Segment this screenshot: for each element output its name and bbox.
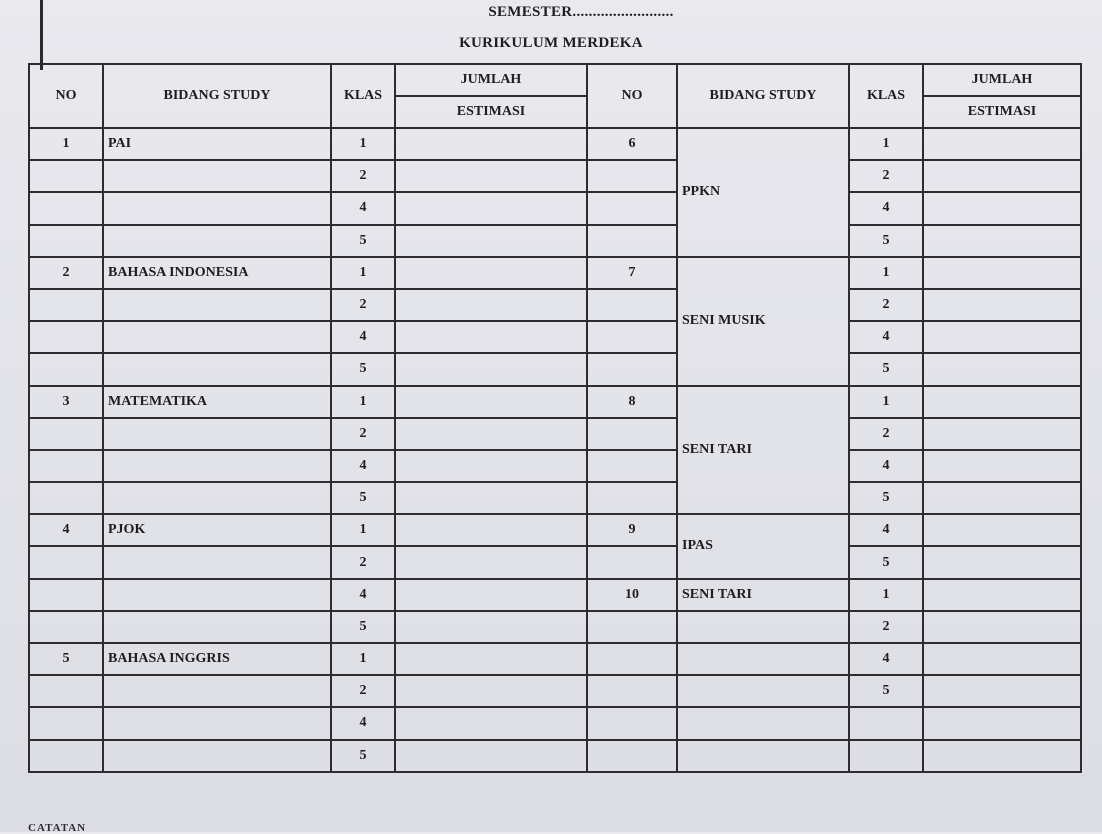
table-row [29,482,1081,514]
class-cell: 1 [849,579,923,611]
class-cell: 4 [331,579,395,611]
table-row [29,450,1081,482]
estimate-cell[interactable] [923,450,1081,482]
empty-cell [849,740,923,772]
table-row [29,611,1081,643]
empty-cell [677,611,849,643]
empty-cell [103,740,331,772]
empty-cell [677,675,849,707]
table-row [29,740,1081,772]
estimate-cell[interactable] [923,579,1081,611]
empty-cell [587,482,677,514]
subject-no: 10 [587,579,677,611]
empty-cell [29,740,103,772]
estimate-cell[interactable] [923,611,1081,643]
estimate-cell[interactable] [395,225,587,257]
estimate-cell[interactable] [395,353,587,385]
estimate-cell[interactable] [923,386,1081,418]
class-cell: 1 [849,386,923,418]
subject-name: SENI TARI [677,579,849,611]
class-cell: 4 [331,192,395,224]
subject-no: 7 [587,257,677,289]
curriculum-title: KURIKULUM MERDEKA [459,35,643,51]
empty-cell [29,225,103,257]
class-cell: 5 [331,740,395,772]
class-cell: 5 [331,482,395,514]
subject-name: SENI MUSIK [677,257,849,386]
estimate-cell[interactable] [923,128,1081,160]
empty-cell [29,192,103,224]
empty-cell [103,482,331,514]
class-cell: 2 [331,546,395,578]
subject-name: PJOK [103,514,331,546]
subject-no: 3 [29,386,103,418]
empty-cell [103,225,331,257]
class-cell: 4 [849,514,923,546]
table-row [29,192,1081,224]
empty-cell [587,289,677,321]
estimate-cell[interactable] [395,579,587,611]
col-header-klas: KLAS [331,64,395,128]
empty-cell [677,707,849,739]
table-row [29,128,1081,160]
empty-cell [29,418,103,450]
estimate-cell[interactable] [395,643,587,675]
subject-name: MATEMATIKA [103,386,331,418]
empty-cell [587,321,677,353]
semester-title: SEMESTER......................... [488,4,674,20]
estimate-cell[interactable] [395,192,587,224]
estimate-cell[interactable] [395,257,587,289]
empty-cell [103,579,331,611]
estimate-cell[interactable] [395,611,587,643]
class-cell: 5 [331,611,395,643]
empty-cell [587,450,677,482]
subject-name: IPAS [677,514,849,578]
empty-cell [29,289,103,321]
empty-cell [103,546,331,578]
estimate-cell[interactable] [923,192,1081,224]
col-header-jumlah: JUMLAH [395,64,587,96]
empty-cell [587,740,677,772]
table-row [29,289,1081,321]
empty-cell [103,160,331,192]
estimate-cell[interactable] [923,643,1081,675]
empty-cell [103,321,331,353]
empty-cell [103,418,331,450]
col-header-no-right: NO [587,64,677,128]
empty-cell [849,707,923,739]
empty-cell [587,192,677,224]
subject-name: SENI TARI [677,386,849,515]
empty-cell [29,707,103,739]
class-cell: 2 [331,160,395,192]
empty-cell [29,546,103,578]
estimate-cell[interactable] [395,450,587,482]
empty-cell [587,611,677,643]
empty-cell [103,675,331,707]
empty-cell [103,353,331,385]
estimate-cell[interactable] [923,321,1081,353]
empty-cell [587,546,677,578]
estimation-table [28,63,1082,773]
class-cell: 2 [331,675,395,707]
table-row [29,514,1081,546]
class-cell: 5 [331,225,395,257]
subject-name: BAHASA INGGRIS [103,643,331,675]
class-cell: 1 [331,386,395,418]
table-row [29,257,1081,289]
empty-cell [587,643,677,675]
col-header-estimasi: ESTIMASI [395,96,587,128]
table-row [29,321,1081,353]
col-header-no: NO [29,64,103,128]
class-cell: 1 [331,643,395,675]
empty-cell [103,450,331,482]
class-cell: 4 [849,192,923,224]
empty-cell [587,353,677,385]
class-cell: 5 [849,482,923,514]
col-header-bidang: BIDANG STUDY [103,64,331,128]
subject-no: 8 [587,386,677,418]
subject-no: 4 [29,514,103,546]
estimate-cell[interactable] [923,289,1081,321]
estimate-cell[interactable] [923,514,1081,546]
table-row [29,353,1081,385]
estimate-cell[interactable] [923,160,1081,192]
estimate-cell[interactable] [923,257,1081,289]
estimate-cell[interactable] [923,740,1081,772]
estimate-cell[interactable] [395,289,587,321]
class-cell: 2 [331,418,395,450]
class-cell: 4 [331,321,395,353]
empty-cell [103,611,331,643]
class-cell: 2 [849,289,923,321]
subject-no: 2 [29,257,103,289]
estimate-cell[interactable] [923,675,1081,707]
estimate-cell[interactable] [395,482,587,514]
class-cell: 4 [849,321,923,353]
empty-cell [587,418,677,450]
class-cell: 4 [849,450,923,482]
subject-no: 9 [587,514,677,546]
class-cell: 5 [849,675,923,707]
empty-cell [103,289,331,321]
estimate-cell[interactable] [395,386,587,418]
class-cell: 2 [849,160,923,192]
class-cell: 5 [331,353,395,385]
estimate-cell[interactable] [923,707,1081,739]
table-row [29,643,1081,675]
class-cell: 4 [331,450,395,482]
estimate-cell[interactable] [395,675,587,707]
empty-cell [677,643,849,675]
empty-cell [587,675,677,707]
class-cell: 2 [849,418,923,450]
table-row [29,160,1081,192]
empty-cell [29,160,103,192]
estimate-cell[interactable] [395,418,587,450]
estimate-cell[interactable] [923,482,1081,514]
estimate-cell[interactable] [923,546,1081,578]
estimate-cell[interactable] [395,546,587,578]
empty-cell [29,450,103,482]
estimate-cell[interactable] [395,321,587,353]
estimate-cell[interactable] [395,128,587,160]
estimate-cell[interactable] [395,160,587,192]
class-cell: 5 [849,353,923,385]
class-cell: 1 [331,514,395,546]
class-cell: 1 [331,128,395,160]
subject-name: PAI [103,128,331,160]
class-cell: 4 [849,643,923,675]
class-cell: 5 [849,546,923,578]
empty-cell [103,707,331,739]
table-row [29,386,1081,418]
col-header-klas-right: KLAS [849,64,923,128]
empty-cell [103,192,331,224]
empty-cell [587,160,677,192]
estimate-cell[interactable] [923,225,1081,257]
class-cell: 5 [849,225,923,257]
class-cell: 2 [331,289,395,321]
footer-note: CATATAN [28,822,87,834]
table-row [29,546,1081,578]
empty-cell [29,675,103,707]
empty-cell [29,579,103,611]
empty-cell [587,707,677,739]
class-cell: 1 [849,128,923,160]
class-cell: 4 [331,707,395,739]
empty-cell [587,225,677,257]
col-header-bidang-right: BIDANG STUDY [677,64,849,128]
estimate-cell[interactable] [395,740,587,772]
subject-name: BAHASA INDONESIA [103,257,331,289]
empty-cell [29,353,103,385]
table-row [29,579,1081,611]
subject-no: 1 [29,128,103,160]
table-row [29,225,1081,257]
empty-cell [677,740,849,772]
class-cell: 1 [331,257,395,289]
estimate-cell[interactable] [923,418,1081,450]
subject-no: 5 [29,643,103,675]
estimate-cell[interactable] [395,707,587,739]
col-header-jumlah-right: JUMLAH [923,64,1081,96]
col-header-estimasi-right: ESTIMASI [923,96,1081,128]
table-row [29,675,1081,707]
empty-cell [29,611,103,643]
header-row [29,64,1081,96]
empty-cell [29,321,103,353]
table-row [29,707,1081,739]
class-cell: 1 [849,257,923,289]
table-row [29,418,1081,450]
estimate-cell[interactable] [923,353,1081,385]
class-cell: 2 [849,611,923,643]
subject-name: PPKN [677,128,849,257]
subject-no: 6 [587,128,677,160]
empty-cell [29,482,103,514]
estimate-cell[interactable] [395,514,587,546]
